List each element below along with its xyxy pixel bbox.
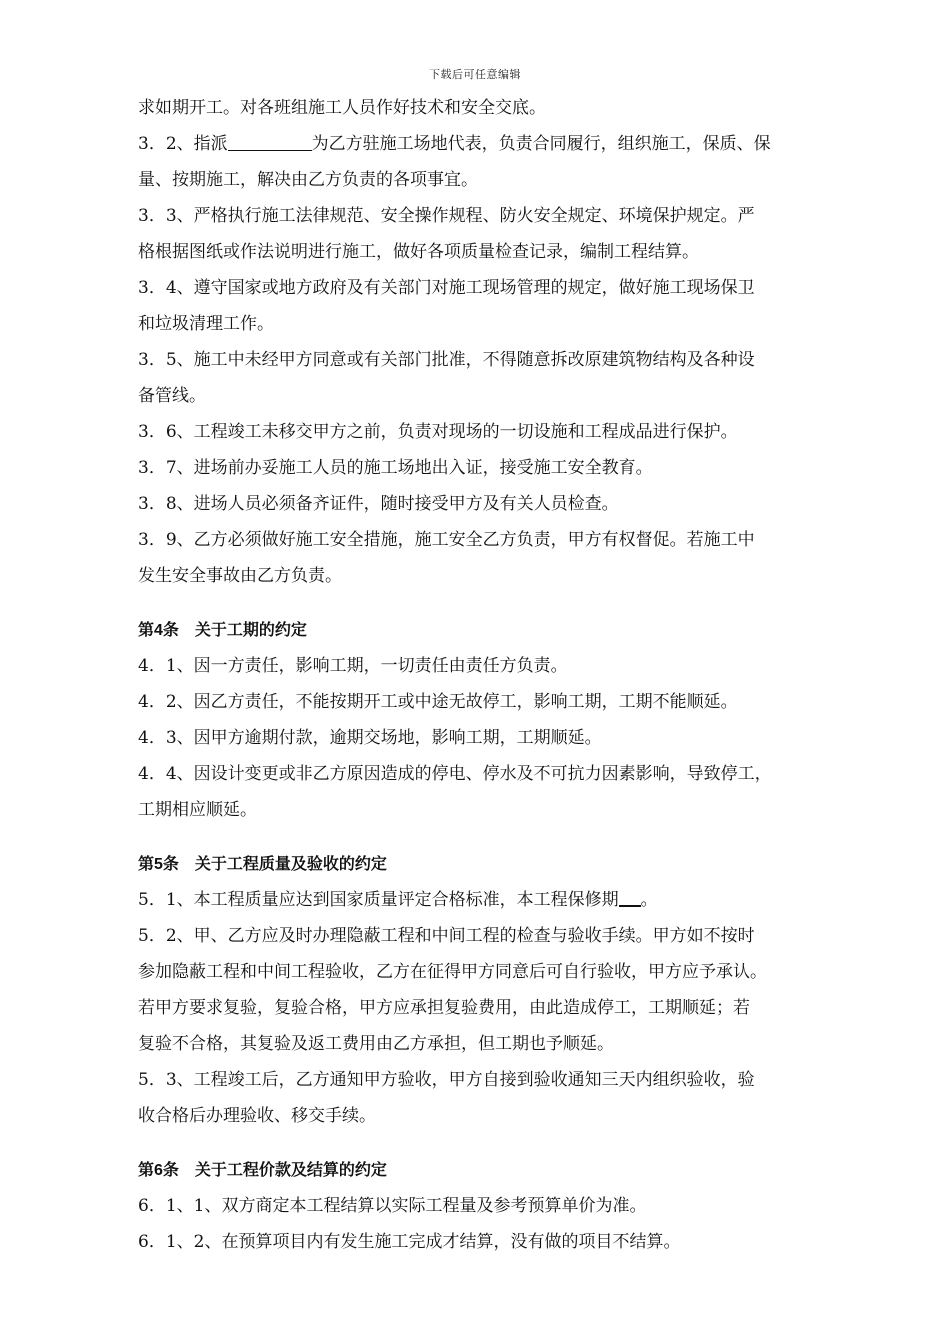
paragraph-line: 求如期开工。对各班组施工人员作好技术和安全交底。 [138,98,546,118]
clause-text: 3．2、指派 [138,134,228,154]
clause-3-8: 3．8、进场人员必须备齐证件，随时接受甲方及有关人员检查。 [138,494,619,514]
paragraph-line: 收合格后办理验收、移交手续。 [138,1106,376,1126]
paragraph-line: 复验不合格，其复验及返工费用由乙方承担，但工期也予顺延。 [138,1034,614,1054]
clause-3-3: 3．3、严格执行施工法律规范、安全操作规程、防火安全规定、环境保护规定。严 [138,206,755,226]
clause-4-4: 4．4、因设计变更或非乙方原因造成的停电、停水及不可抗力因素影响，导致停工， [138,764,772,784]
clause-4-2: 4．2、因乙方责任，不能按期开工或中途无故停工，影响工期，工期不能顺延。 [138,692,738,712]
paragraph-line: 工期相应顺延。 [138,800,257,820]
paragraph-line: 量、按期施工，解决由乙方负责的各项事宜。 [138,170,478,190]
clause-6-1-2: 6．1、2、在预算项目内有发生施工完成才结算，没有做的项目不结算。 [138,1232,681,1252]
section-heading-4: 第4条 关于工期的约定 [138,622,307,639]
paragraph-line: 发生安全事故由乙方负责。 [138,566,342,586]
clause-3-5: 3．5、施工中未经甲方同意或有关部门批准，不得随意拆改原建筑物结构及各种设 [138,350,755,370]
clause-5-2: 5．2、甲、乙方应及时办理隐蔽工程和中间工程的检查与验收手续。甲方如不按时 [138,926,755,946]
clause-3-4: 3．4、遵守国家或地方政府及有关部门对施工现场管理的规定，做好施工现场保卫 [138,278,755,298]
clause-4-1: 4．1、因一方责任，影响工期，一切责任由责任方负责。 [138,656,568,676]
section-heading-6: 第6条 关于工程价款及结算的约定 [138,1162,387,1179]
page-header: 下载后可任意编辑 [429,68,521,81]
clause-4-3: 4．3、因甲方逾期付款，逾期交场地，影响工期，工期顺延。 [138,728,602,748]
paragraph-line: 若甲方要求复验，复验合格，甲方应承担复验费用，由此造成停工，工期顺延；若 [138,998,750,1018]
clause-5-1 [138,882,850,918]
section-gap [138,594,850,614]
paragraph-line: 和垃圾清理工作。 [138,314,274,334]
document-body [138,90,850,1260]
clause-3-6: 3．6、工程竣工未移交甲方之前，负责对现场的一切设施和工程成品进行保护。 [138,422,738,442]
paragraph-line: 参加隐蔽工程和中间工程验收，乙方在征得甲方同意后可自行验收，甲方应予承认。 [138,962,767,982]
clause-text: 。 [640,890,658,910]
clause-text: 5．1、本工程质量应达到国家质量评定合格标准，本工程保修期 [138,890,619,910]
clause-3-2 [138,126,850,162]
clause-3-7: 3．7、进场前办妥施工人员的施工场地出入证，接受施工安全教育。 [138,458,653,478]
fill-in-blank[interactable] [228,132,312,151]
paragraph-line: 备管线。 [138,386,206,406]
fill-in-blank[interactable] [619,887,641,907]
clause-6-1-1: 6．1、1、双方商定本工程结算以实际工程量及参考预算单价为准。 [138,1196,647,1216]
paragraph-line: 格根据图纸或作法说明进行施工，做好各项质量检查记录，编制工程结算。 [138,242,699,262]
clause-3-9: 3．9、乙方必须做好施工安全措施，施工安全乙方负责，甲方有权督促。若施工中 [138,530,755,550]
clause-5-3: 5．3、工程竣工后，乙方通知甲方验收，甲方自接到验收通知三天内组织验收，验 [138,1070,755,1090]
section-heading-5: 第5条 关于工程质量及验收的约定 [138,856,387,873]
section-gap [138,1134,850,1154]
clause-text: 为乙方驻施工场地代表，负责合同履行，组织施工，保质、保 [311,134,771,154]
section-gap [138,828,850,848]
